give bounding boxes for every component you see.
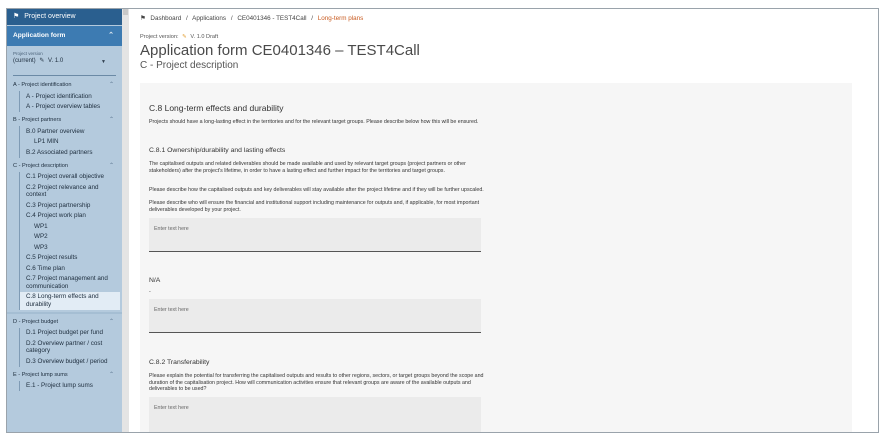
version-value: (current) ✎ V. 1.0 bbox=[13, 58, 64, 64]
home-icon: ⚑ bbox=[13, 13, 20, 20]
sidebar-scrollbar[interactable] bbox=[122, 9, 129, 432]
c82-text-input[interactable] bbox=[149, 397, 481, 432]
version-select[interactable] bbox=[13, 51, 116, 76]
text-input-placeholder: Enter text here bbox=[154, 405, 189, 411]
sidebar-group-b[interactable]: B - Project partners ⌃ bbox=[7, 115, 122, 126]
subsection-title-c81: C.8.1 Ownership/durability and lasting effects bbox=[149, 147, 286, 154]
sidebar-item[interactable]: LP1 MIN bbox=[19, 137, 120, 148]
sidebar-group-c[interactable]: C - Project description ⌃ bbox=[7, 161, 122, 172]
section-title: C.8 Long-term effects and durability bbox=[149, 103, 284, 113]
breadcrumb-separator: / bbox=[185, 15, 188, 22]
sidebar-section-label: Application form bbox=[13, 32, 66, 39]
page-title: Application form CE0401346 – TEST4Call bbox=[140, 42, 420, 59]
divider bbox=[7, 312, 122, 314]
text-input-placeholder: Enter text here bbox=[154, 307, 189, 313]
sidebar-item[interactable]: C.6 Time plan bbox=[19, 263, 120, 274]
breadcrumb-link-dashboard[interactable]: Dashboard bbox=[150, 15, 182, 22]
form-panel bbox=[140, 83, 852, 432]
app-frame bbox=[6, 8, 879, 433]
caret-down-icon[interactable]: ▼ bbox=[101, 59, 106, 65]
c81-paragraph-3: Please describe who will ensure the financial and institutional support including maintenance for outputs and, if applicable, for most important deliverables developed by your project. bbox=[149, 200, 480, 213]
chevron-up-icon[interactable]: ⌃ bbox=[108, 82, 114, 88]
breadcrumb-link-application[interactable]: CE0401346 - TEST4Call bbox=[237, 15, 307, 22]
sidebar-item[interactable]: WP3 bbox=[19, 242, 120, 253]
c81-paragraph-1: The capitalised outputs and related deliverables should be made available and used by relevant target groups (project partners or other stakeholders) after the project's lifetime, in order to have a lasting effect and further impact for the territories and target groups. bbox=[149, 161, 466, 174]
sidebar bbox=[7, 9, 122, 432]
sidebar-group-d[interactable]: D - Project budget ⌃ bbox=[7, 317, 122, 328]
subsection-title-c82: C.8.2 Transferability bbox=[149, 359, 210, 366]
sidebar-item[interactable]: C.7 Project management and communication bbox=[19, 274, 120, 292]
text-input-placeholder: Enter text here bbox=[154, 226, 189, 232]
sidebar-group-a[interactable]: A - Project identification ⌃ bbox=[7, 80, 122, 91]
breadcrumb bbox=[140, 15, 363, 22]
sidebar-item[interactable]: B.0 Partner overview bbox=[19, 126, 120, 137]
sidebar-section-application-form[interactable] bbox=[7, 26, 122, 46]
sidebar-item[interactable]: C.3 Project partnership bbox=[19, 200, 120, 211]
sidebar-item[interactable]: E.1 - Project lump sums bbox=[19, 381, 120, 392]
scrollbar-thumb[interactable] bbox=[123, 9, 128, 15]
pencil-icon: ✎ bbox=[182, 34, 187, 40]
sidebar-item[interactable]: A - Project overview tables bbox=[19, 102, 120, 113]
version-label: Project version bbox=[13, 51, 43, 56]
na-title: N/A bbox=[149, 277, 161, 284]
home-icon[interactable]: ⚑ bbox=[140, 15, 146, 22]
sidebar-item[interactable]: D.3 Overview budget / period bbox=[19, 356, 120, 367]
c81-text-input[interactable] bbox=[149, 218, 481, 252]
chevron-up-icon[interactable]: ⌃ bbox=[108, 318, 114, 325]
na-value: - bbox=[149, 289, 151, 295]
sidebar-item[interactable]: A - Project identification bbox=[19, 91, 120, 102]
project-version: Project version: ✎ V. 1.0 Draft bbox=[140, 34, 219, 40]
pencil-icon: ✎ bbox=[39, 58, 45, 64]
sidebar-item-active[interactable]: C.8 Long-term effects and durability bbox=[19, 292, 120, 310]
sidebar-item[interactable]: C.5 Project results bbox=[19, 253, 120, 264]
breadcrumb-current: Long-term plans bbox=[317, 15, 364, 22]
sidebar-item[interactable]: WP1 bbox=[19, 221, 120, 232]
sidebar-item-project-overview[interactable] bbox=[7, 9, 122, 25]
c82-paragraph-1: Please explain the potential for transferring the capitalised outputs and results to other regions, sectors, or target groups beyond the scope and duration of the capitalisation project. How will communication activities ensure that relevant groups are aware of the available outputs and deliverables to be used? bbox=[149, 373, 484, 392]
chevron-up-icon[interactable]: ⌃ bbox=[108, 162, 114, 169]
sidebar-item[interactable]: C.2 Project relevance and context bbox=[19, 182, 120, 200]
chevron-up-icon[interactable]: ⌃ bbox=[108, 371, 114, 378]
c81-paragraph-2: Please describe how the capitalised outputs and key deliverables will stay available after the project lifetime and if they will be further upscaled. bbox=[149, 187, 484, 193]
sidebar-item[interactable]: WP2 bbox=[19, 232, 120, 243]
breadcrumb-separator: / bbox=[311, 15, 314, 22]
section-intro: Projects should have a long-lasting effect in the territories and for the relevant target groups. Please describe below how this will be ensured. bbox=[149, 119, 479, 125]
sidebar-item[interactable]: B.2 Associated partners bbox=[19, 147, 120, 158]
breadcrumb-link-applications[interactable]: Applications bbox=[192, 15, 227, 22]
breadcrumb-separator: / bbox=[230, 15, 233, 22]
na-text-input[interactable] bbox=[149, 299, 481, 333]
chevron-up-icon[interactable]: ⌃ bbox=[108, 32, 114, 39]
sidebar-item[interactable]: D.1 Project budget per fund bbox=[19, 328, 120, 339]
sidebar-item[interactable]: C.1 Project overall objective bbox=[19, 172, 120, 183]
sidebar-item-label: Project overview bbox=[24, 13, 76, 20]
sidebar-item[interactable]: C.4 Project work plan bbox=[19, 211, 120, 222]
chevron-up-icon[interactable]: ⌃ bbox=[108, 117, 114, 123]
page-subtitle: C - Project description bbox=[140, 60, 239, 71]
sidebar-group-e[interactable]: E - Project lump sums ⌃ bbox=[7, 370, 122, 381]
main-content bbox=[129, 9, 878, 432]
sidebar-item[interactable]: D.2 Overview partner / cost category bbox=[19, 338, 120, 356]
